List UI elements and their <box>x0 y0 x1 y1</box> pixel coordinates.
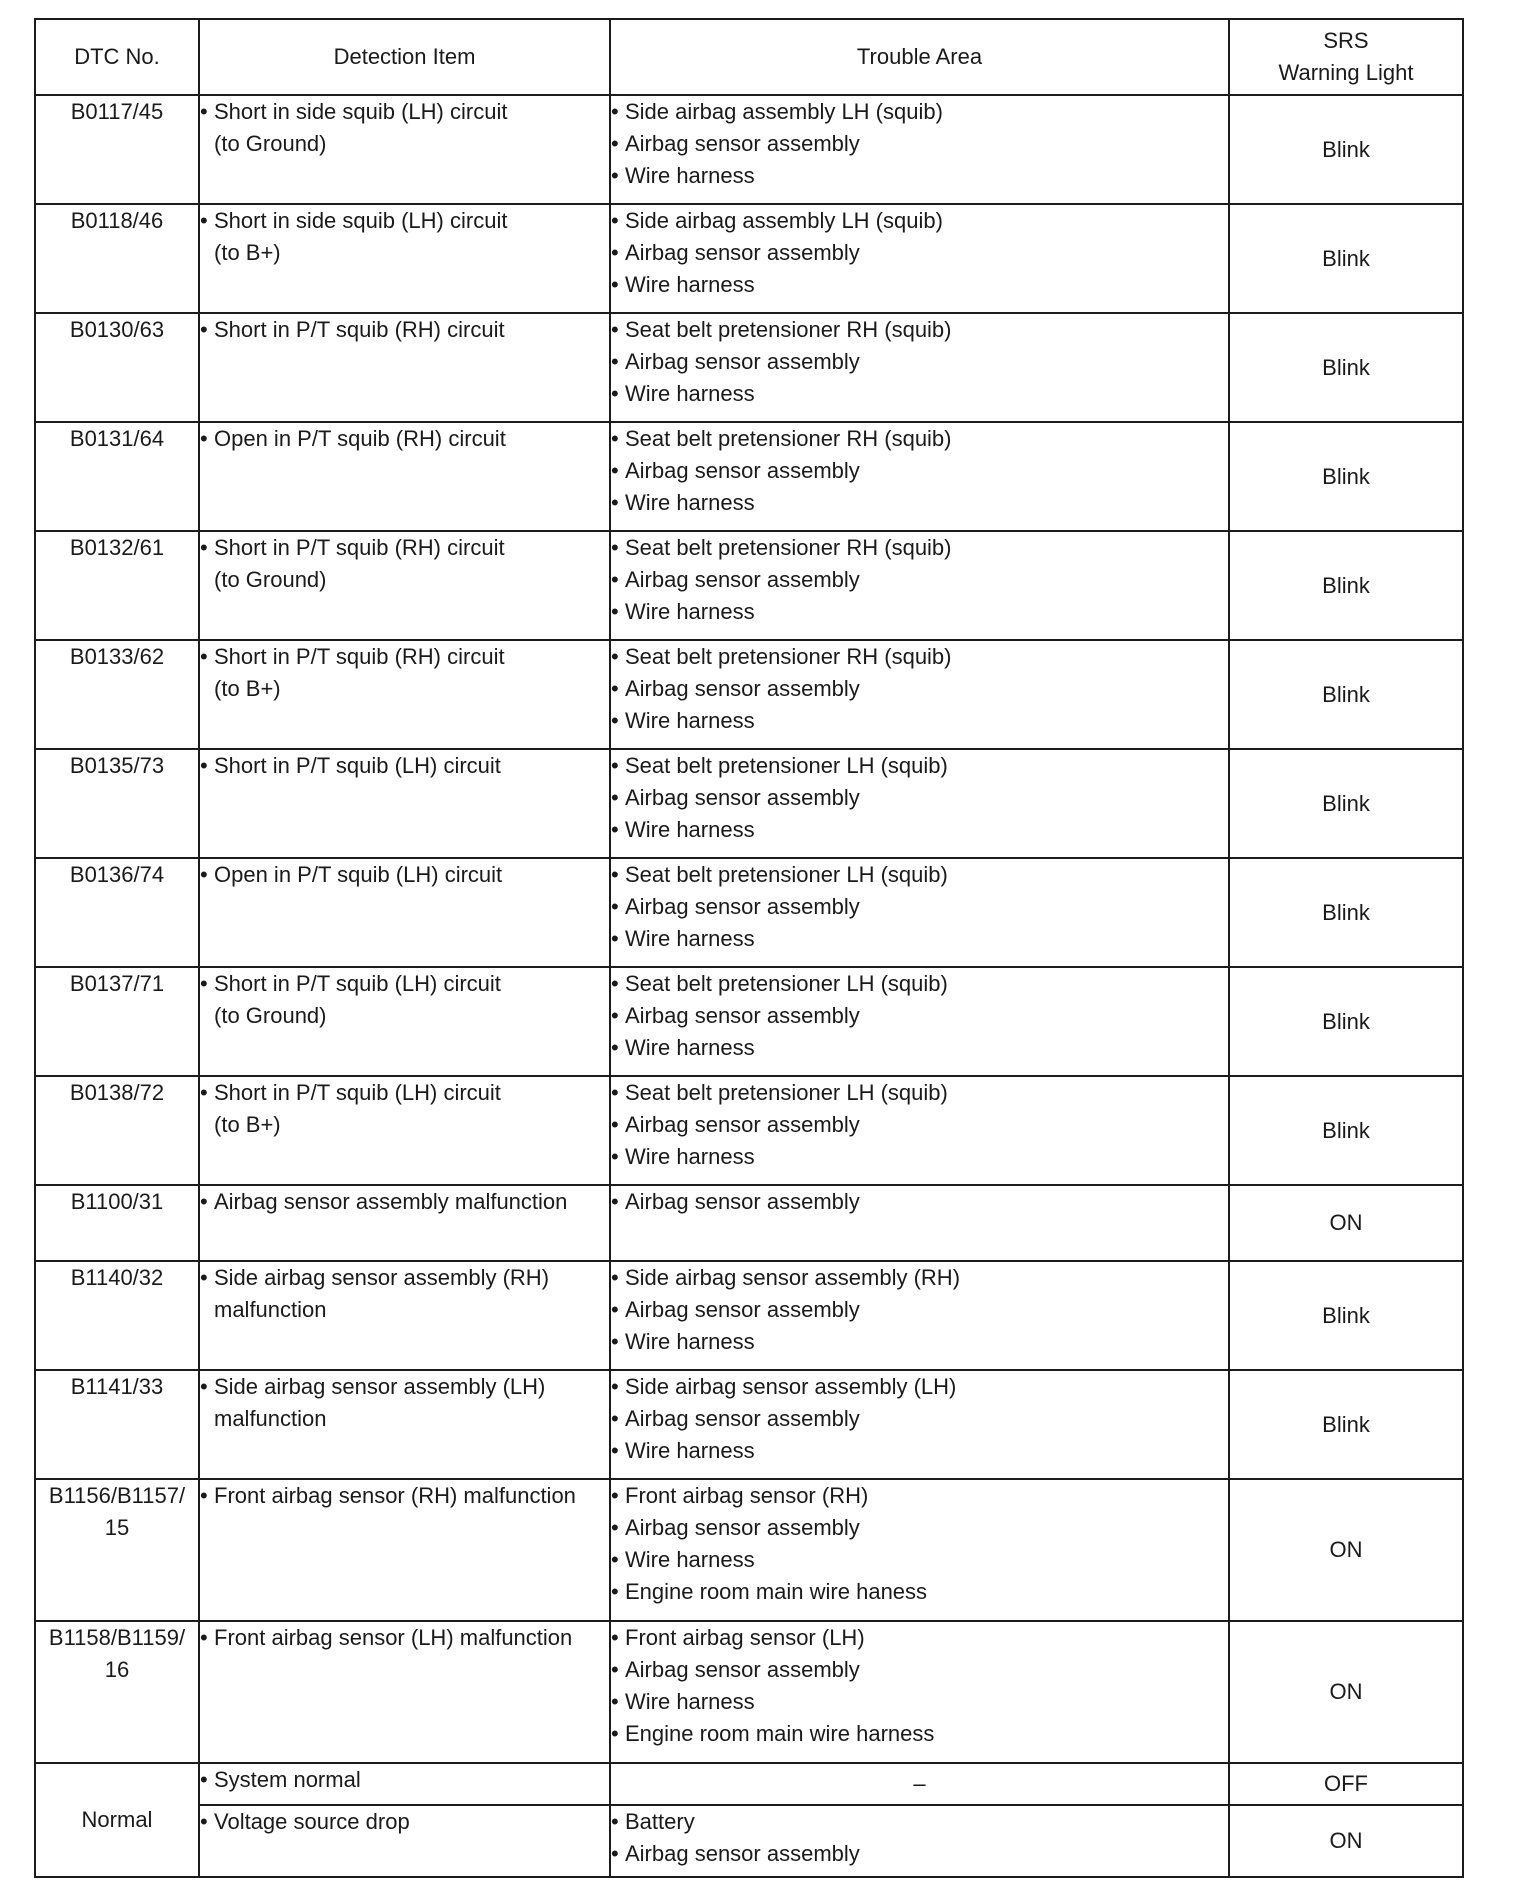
trouble-area-item: • Wire harness <box>611 923 1228 955</box>
detection-item: • Short in P/T squib (LH) circuit <box>200 1077 609 1109</box>
trouble-area-item: • Airbag sensor assembly <box>611 782 1228 814</box>
warning-light-cell: ON <box>1229 1621 1463 1763</box>
detection-item-continuation: (to Ground) <box>214 567 327 592</box>
table-row <box>35 1763 1463 1805</box>
detection-item: • Airbag sensor assembly malfunction <box>200 1186 609 1218</box>
trouble-area-cell <box>610 1185 1229 1261</box>
trouble-area-item: • Side airbag assembly LH (squib) <box>611 205 1228 237</box>
table-row <box>35 1479 1463 1621</box>
trouble-area-item: • Airbag sensor assembly <box>611 237 1228 269</box>
detection-item: • Side airbag sensor assembly (RH) <box>200 1262 609 1294</box>
detection-cell <box>199 1763 610 1805</box>
detection-cell <box>199 531 610 640</box>
trouble-area-cell <box>610 967 1229 1076</box>
warning-light-cell: ON <box>1229 1479 1463 1621</box>
trouble-area-cell <box>610 204 1229 313</box>
detection-cell <box>199 1621 610 1763</box>
dtc-cell: B0137/71 <box>35 967 199 1076</box>
trouble-area-item: • Wire harness <box>611 596 1228 628</box>
table-row <box>35 1261 1463 1370</box>
dtc-cell: B0117/45 <box>35 95 199 204</box>
detection-item-continuation: malfunction <box>214 1406 327 1431</box>
trouble-area-item: • Airbag sensor assembly <box>611 128 1228 160</box>
trouble-area-item: • Seat belt pretensioner LH (squib) <box>611 1077 1228 1109</box>
warning-light-cell: Blink <box>1229 1076 1463 1185</box>
detection-item: • Short in P/T squib (RH) circuit <box>200 532 609 564</box>
trouble-area-item: • Seat belt pretensioner RH (squib) <box>611 532 1228 564</box>
trouble-area-item: • Wire harness <box>611 378 1228 410</box>
table-body <box>35 95 1463 1877</box>
trouble-area-item: • Airbag sensor assembly <box>611 673 1228 705</box>
detection-cell <box>199 1805 610 1877</box>
warning-light-cell: Blink <box>1229 1370 1463 1479</box>
trouble-area-cell <box>610 422 1229 531</box>
warning-light-cell: Blink <box>1229 531 1463 640</box>
trouble-area-cell <box>610 1076 1229 1185</box>
trouble-area-item: • Airbag sensor assembly <box>611 1838 1228 1870</box>
table-row <box>35 204 1463 313</box>
table-row <box>35 1621 1463 1763</box>
trouble-area-item: • Airbag sensor assembly <box>611 1512 1228 1544</box>
table-row <box>35 313 1463 422</box>
trouble-area-item: • Wire harness <box>611 1032 1228 1064</box>
table-header <box>35 19 1463 95</box>
detection-item: • Short in side squib (LH) circuit <box>200 205 609 237</box>
trouble-area-cell <box>610 858 1229 967</box>
warning-light-cell: Blink <box>1229 95 1463 204</box>
detection-item-continuation: malfunction <box>214 1297 327 1322</box>
dtc-cell: B0130/63 <box>35 313 199 422</box>
warning-light-cell: Blink <box>1229 640 1463 749</box>
dtc-cell: B1158/B1159/ 16 <box>35 1621 199 1763</box>
detection-cell <box>199 967 610 1076</box>
table-row <box>35 531 1463 640</box>
dtc-cell: B0135/73 <box>35 749 199 858</box>
table-row <box>35 967 1463 1076</box>
trouble-area-item: • Seat belt pretensioner LH (squib) <box>611 968 1228 1000</box>
detection-item: • System normal <box>200 1764 609 1796</box>
table-row <box>35 1370 1463 1479</box>
header-dtc-no: DTC No. <box>35 19 199 95</box>
detection-item: • Voltage source drop <box>200 1806 609 1838</box>
trouble-area-item: • Seat belt pretensioner RH (squib) <box>611 314 1228 346</box>
header-srs-line1: SRS <box>1323 28 1369 53</box>
detection-item: • Short in P/T squib (RH) circuit <box>200 314 609 346</box>
trouble-area-item: • Wire harness <box>611 269 1228 301</box>
trouble-area-item: • Airbag sensor assembly <box>611 1186 1228 1218</box>
trouble-area-cell <box>610 640 1229 749</box>
trouble-area-item: • Wire harness <box>611 1326 1228 1358</box>
dtc-cell: B0133/62 <box>35 640 199 749</box>
detection-cell <box>199 1076 610 1185</box>
trouble-area-item: • Engine room main wire haness <box>611 1576 1228 1608</box>
dtc-cell: B1100/31 <box>35 1185 199 1261</box>
table-row <box>35 858 1463 967</box>
warning-light-cell: Blink <box>1229 204 1463 313</box>
table-row <box>35 1076 1463 1185</box>
trouble-area-item: • Engine room main wire harness <box>611 1718 1228 1750</box>
detection-item-continuation: (to Ground) <box>214 131 327 156</box>
trouble-area-cell <box>610 1805 1229 1877</box>
detection-item: • Open in P/T squib (LH) circuit <box>200 859 609 891</box>
dtc-cell: B0131/64 <box>35 422 199 531</box>
trouble-area-item: • Airbag sensor assembly <box>611 455 1228 487</box>
detection-cell <box>199 640 610 749</box>
detection-cell <box>199 313 610 422</box>
dtc-cell: B1141/33 <box>35 1370 199 1479</box>
detection-cell <box>199 422 610 531</box>
trouble-area-cell: – <box>610 1763 1229 1805</box>
detection-item: • Front airbag sensor (RH) malfunction <box>200 1480 609 1512</box>
trouble-area-item: • Seat belt pretensioner RH (squib) <box>611 641 1228 673</box>
trouble-area-cell <box>610 95 1229 204</box>
trouble-area-item: • Seat belt pretensioner LH (squib) <box>611 859 1228 891</box>
trouble-area-cell <box>610 749 1229 858</box>
trouble-area-item: • Wire harness <box>611 1686 1228 1718</box>
detection-item-continuation: (to Ground) <box>214 1003 327 1028</box>
trouble-area-item: • Battery <box>611 1806 1228 1838</box>
trouble-area-cell <box>610 1261 1229 1370</box>
detection-item-continuation: (to B+) <box>214 1112 281 1137</box>
trouble-area-item: • Airbag sensor assembly <box>611 564 1228 596</box>
dtc-cell: Normal <box>35 1763 199 1877</box>
table-row <box>35 640 1463 749</box>
detection-cell <box>199 858 610 967</box>
trouble-area-item: • Airbag sensor assembly <box>611 1654 1228 1686</box>
trouble-area-cell <box>610 531 1229 640</box>
trouble-area-item: • Wire harness <box>611 814 1228 846</box>
detection-item: • Short in side squib (LH) circuit <box>200 96 609 128</box>
detection-cell <box>199 1185 610 1261</box>
dtc-cell: B0118/46 <box>35 204 199 313</box>
detection-item-continuation: (to B+) <box>214 676 281 701</box>
table-row <box>35 1805 1463 1877</box>
trouble-area-item: • Wire harness <box>611 1544 1228 1576</box>
table-row <box>35 1185 1463 1261</box>
trouble-area-item: • Airbag sensor assembly <box>611 1294 1228 1326</box>
trouble-area-cell <box>610 1621 1229 1763</box>
detection-item: • Open in P/T squib (RH) circuit <box>200 423 609 455</box>
trouble-area-item: • Wire harness <box>611 705 1228 737</box>
warning-light-cell: Blink <box>1229 749 1463 858</box>
detection-item: • Side airbag sensor assembly (LH) <box>200 1371 609 1403</box>
trouble-area-cell <box>610 1370 1229 1479</box>
dtc-cell: B1156/B1157/ 15 <box>35 1479 199 1621</box>
trouble-area-item: • Wire harness <box>611 1435 1228 1467</box>
trouble-area-item: • Front airbag sensor (LH) <box>611 1622 1228 1654</box>
detection-cell <box>199 1479 610 1621</box>
trouble-area-item: • Side airbag sensor assembly (RH) <box>611 1262 1228 1294</box>
detection-cell <box>199 95 610 204</box>
trouble-area-item: • Wire harness <box>611 1141 1228 1173</box>
header-detection-item: Detection Item <box>199 19 610 95</box>
trouble-area-item: • Seat belt pretensioner RH (squib) <box>611 423 1228 455</box>
warning-light-cell: Blink <box>1229 1261 1463 1370</box>
trouble-area-item: • Wire harness <box>611 160 1228 192</box>
table-row <box>35 422 1463 531</box>
warning-light-cell: ON <box>1229 1805 1463 1877</box>
trouble-area-item: • Side airbag sensor assembly (LH) <box>611 1371 1228 1403</box>
trouble-area-cell <box>610 313 1229 422</box>
trouble-area-item: • Airbag sensor assembly <box>611 891 1228 923</box>
warning-light-cell: Blink <box>1229 967 1463 1076</box>
detection-item-continuation: (to B+) <box>214 240 281 265</box>
detection-item: • Short in P/T squib (RH) circuit <box>200 641 609 673</box>
trouble-area-item: • Airbag sensor assembly <box>611 1000 1228 1032</box>
dtc-cell: B0132/61 <box>35 531 199 640</box>
warning-light-cell: Blink <box>1229 858 1463 967</box>
table-row <box>35 95 1463 204</box>
trouble-area-item: • Wire harness <box>611 487 1228 519</box>
detection-cell <box>199 204 610 313</box>
detection-item: • Short in P/T squib (LH) circuit <box>200 750 609 782</box>
warning-light-cell: Blink <box>1229 422 1463 531</box>
dtc-cell: B0138/72 <box>35 1076 199 1185</box>
trouble-area-cell <box>610 1479 1229 1621</box>
detection-item: • Short in P/T squib (LH) circuit <box>200 968 609 1000</box>
dtc-table <box>34 18 1464 1878</box>
trouble-area-item: • Airbag sensor assembly <box>611 1109 1228 1141</box>
trouble-area-item: • Side airbag assembly LH (squib) <box>611 96 1228 128</box>
detection-item: • Front airbag sensor (LH) malfunction <box>200 1622 609 1654</box>
trouble-area-item: • Airbag sensor assembly <box>611 1403 1228 1435</box>
detection-cell <box>199 1261 610 1370</box>
header-srs-line2: Warning Light <box>1278 60 1414 85</box>
warning-light-cell: Blink <box>1229 313 1463 422</box>
table-row <box>35 749 1463 858</box>
detection-cell <box>199 1370 610 1479</box>
dtc-cell: B0136/74 <box>35 858 199 967</box>
header-trouble-area: Trouble Area <box>610 19 1229 95</box>
warning-light-cell: OFF <box>1229 1763 1463 1805</box>
trouble-area-item: • Front airbag sensor (RH) <box>611 1480 1228 1512</box>
trouble-area-item: • Seat belt pretensioner LH (squib) <box>611 750 1228 782</box>
dtc-cell: B1140/32 <box>35 1261 199 1370</box>
trouble-area-item: • Airbag sensor assembly <box>611 346 1228 378</box>
warning-light-cell: ON <box>1229 1185 1463 1261</box>
header-srs-warning-light <box>1229 19 1463 95</box>
detection-cell <box>199 749 610 858</box>
